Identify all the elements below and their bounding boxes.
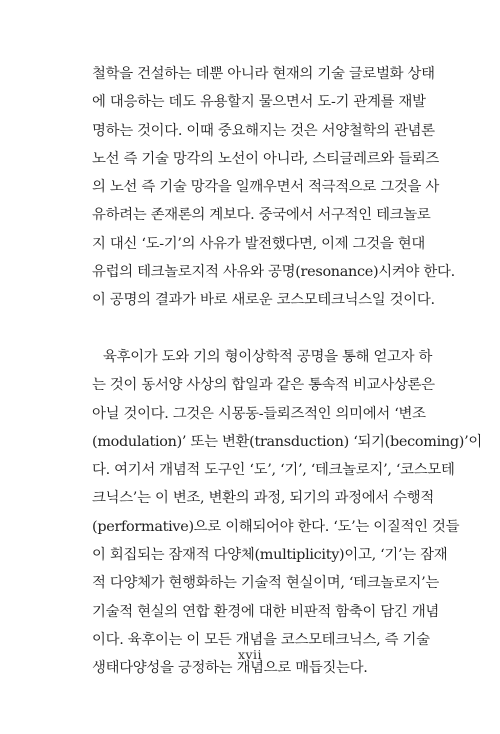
text-line: 지 대신 ‘도-기’의 사유가 발전했다면, 이제 그것을 현대: [92, 235, 425, 252]
text-line: 생태다양성을 긍정하는 개념으로 매듭짓는다.: [92, 660, 368, 677]
text-line: 크닉스’는 이 변조, 변환의 과정, 되기의 과정에서 수행적: [92, 490, 434, 507]
text-line: 유하려는 존재론의 계보다. 중국에서 서구적인 테크놀로: [92, 207, 431, 224]
text-line: 이다. 육후이는 이 모든 개념을 코스모테크닉스, 즉 기술: [92, 631, 430, 648]
text-line: 육후이가 도와 기의 형이상학적 공명을 통해 얻고자 하: [103, 349, 433, 365]
text-line: (performative)으로 이해되어야 한다. ‘도’는 이질적인 것들: [92, 518, 460, 535]
text-line: 철학을 건설하는 데뿐 아니라 현재의 기술 글로벌화 상태: [92, 66, 435, 82]
text-line: 의 노선 즉 기술 망각을 일깨우면서 적극적으로 그것을 사: [92, 179, 440, 196]
text-line: 적 다양체가 현행화하는 기술적 현실이며, ‘테크놀로지’는: [92, 575, 440, 592]
text-line: 이 공명의 결과가 바로 새로운 코스모테크닉스일 것이다.: [92, 292, 435, 309]
text-line: 유럽의 테크놀로지적 사유와 공명(resonance)시켜야 한다.: [92, 264, 455, 281]
text-line: 이 회집되는 잠재적 다양체(multiplicity)이고, ‘기’는 잠재: [92, 547, 448, 564]
text-line: (modulation)’ 또는 변환(transduction) ‘되기(becoming)’이: [92, 433, 482, 450]
text-line: 기술적 현실의 연합 환경에 대한 비판적 함축이 담긴 개념: [92, 603, 440, 620]
page-number: xvii: [237, 647, 263, 662]
text-line: 노선 즉 기술 망각의 노선이 아니라, 스티글레르와 들뢰즈: [92, 150, 440, 167]
paragraph-2: [92, 343, 482, 683]
text-line: 는 것이 동서양 사상의 합일과 같은 통속적 비교사상론은: [92, 377, 435, 394]
text-line: 아닐 것이다. 그것은 시몽동-들뢰즈적인 의미에서 ‘변조: [92, 405, 426, 422]
text-line: 명하는 것이다. 이때 중요해지는 것은 서양철학의 관념론: [92, 122, 435, 139]
text-line: 에 대응하는 데도 유용할지 물으면서 도-기 관계를 재발: [92, 94, 426, 111]
text-line: 다. 여기서 개념적 도구인 ‘도’, ‘기’, ‘테크놀로지’, ‘코스모테: [92, 462, 455, 479]
paragraph-1: [92, 60, 455, 315]
